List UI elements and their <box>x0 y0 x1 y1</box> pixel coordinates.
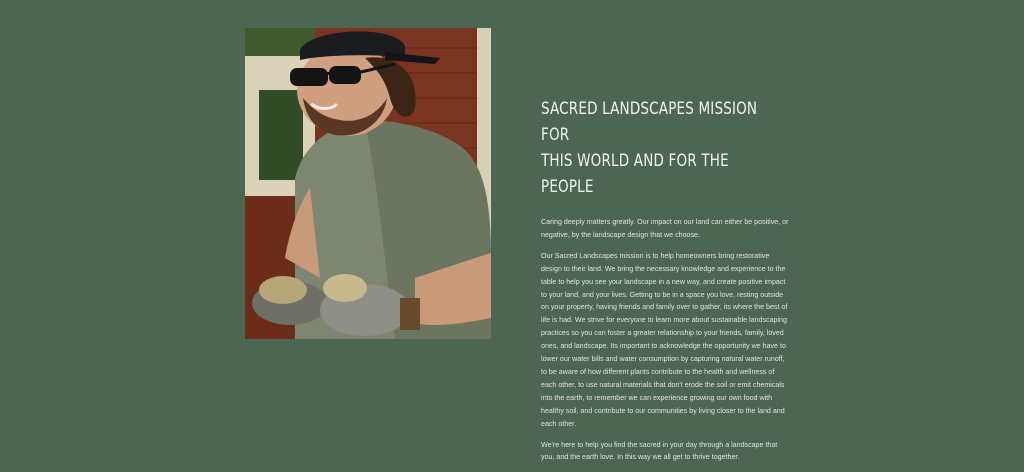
mission-paragraph: Our Sacred Landscapes mission is to help homeowners bring restorative design to their land. We bring the necessary knowledge and experience to the table to help you see your landscape in a new way, and create positive impact to your land, and your lives. Getting to be in a space you love, resting outside on your property, having friends and family over to gather, its where the best of life is had. We strive for everyone to learn more about sustainable landscaping practices so you can foster a greater relationship to your friends, family, loved ones, and landscape. Its important to acknowledge the opportunity we have to lower our water bills and water consumption by capturing natural water runoff, to be aware of how different plants contribute to the health and wellness of each other, to use natural materials that don't erode the soil or emit chemicals into the earth, to remember we can experience growing our own food with healthy soil, and contribute to our communities by living closer to the land and each other. <box>541 251 788 428</box>
intro-paragraph: Caring deeply matters greatly. Our impact on our land can either be positive, or negative, by the landscape design that we choose. <box>541 218 789 239</box>
mission-text <box>541 96 791 472</box>
landscaper-photo <box>245 28 491 339</box>
closing-paragraph: We're here to help you find the sacred in your day through a landscape that you, and the earth love. In this way we all get to thrive together. <box>541 440 778 462</box>
heading-line-1: SACRED LANDSCAPES MISSION FOR <box>541 99 758 144</box>
heading-line-2: THIS WORLD AND FOR THE PEOPLE <box>541 151 729 196</box>
mission-heading <box>541 96 762 200</box>
